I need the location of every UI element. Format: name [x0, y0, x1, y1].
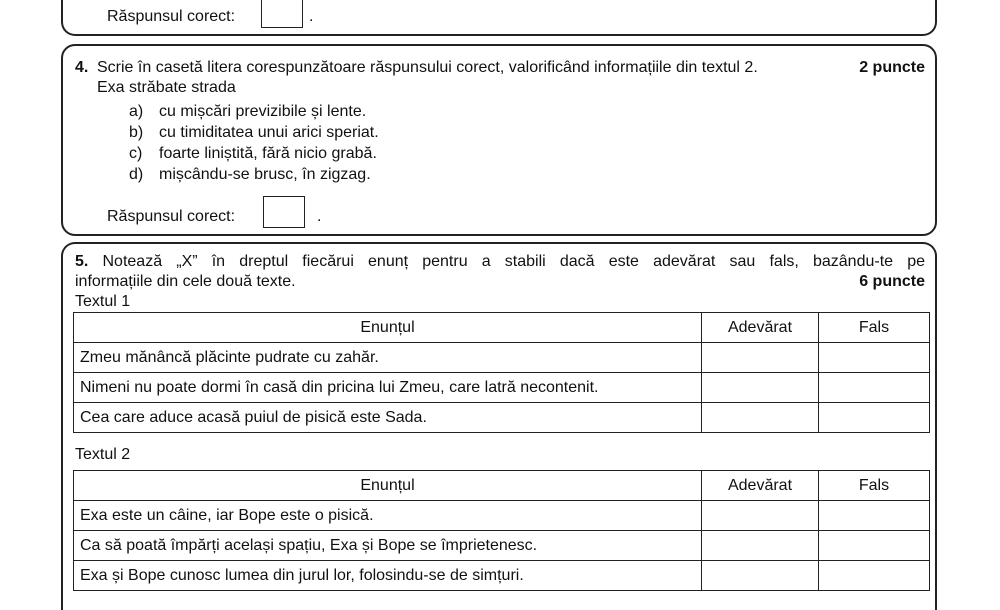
- question-5-box: [61, 242, 937, 610]
- statement-cell: Zmeu mănâncă plăcinte pudrate cu zahăr.: [74, 343, 702, 373]
- q4-option-c-text: foarte liniștită, fără nicio grabă.: [159, 145, 377, 162]
- false-cell[interactable]: [819, 531, 930, 561]
- q4-option-b-text: cu timiditatea unui arici speriat.: [159, 124, 379, 141]
- q5-prompt-line1-wrap: [75, 252, 925, 272]
- header-statement: Enunțul: [74, 471, 702, 501]
- text1-header-row: [74, 313, 930, 343]
- q4-answer-label: Răspunsul corect:: [107, 208, 236, 225]
- text2-label: Textul 2: [75, 446, 131, 463]
- statement-cell: Ca să poată împărți același spațiu, Exa și Bope se împrietenesc.: [74, 531, 702, 561]
- table-row: [74, 531, 930, 561]
- table-row: [74, 501, 930, 531]
- q3-answer-label: Răspunsul corect:: [107, 8, 236, 25]
- q4-answer-period: .: [317, 208, 322, 225]
- text1-label: Textul 1: [75, 293, 131, 310]
- q4-option-d-letter: d): [129, 166, 144, 183]
- q5-prompt-line1: Notează „X” în dreptul fiecărui enunț pentru a stabili dacă este adevărat sau fals, bazându-te pe: [102, 253, 925, 270]
- true-cell[interactable]: [702, 403, 819, 433]
- table-row: [74, 373, 930, 403]
- false-cell[interactable]: [819, 403, 930, 433]
- q5-prompt-line2: informațiile din cele două texte.: [75, 273, 296, 290]
- q5-points: 6 puncte: [859, 273, 925, 290]
- true-cell[interactable]: [702, 561, 819, 591]
- q4-prompt: Scrie în casetă litera corespunzătoare răspunsului corect, valorificând informațiile din textul 2.: [97, 59, 758, 76]
- q3-answer-box[interactable]: [261, 0, 303, 28]
- true-cell[interactable]: [702, 343, 819, 373]
- q4-number: 4.: [75, 59, 89, 76]
- true-cell[interactable]: [702, 373, 819, 403]
- q4-answer-box[interactable]: [263, 196, 305, 228]
- q3-answer-period: .: [309, 8, 314, 25]
- q4-option-b-letter: b): [129, 124, 144, 141]
- q4-option-d-text: mișcându-se brusc, în zigzag.: [159, 166, 371, 183]
- q4-points: 2 puncte: [859, 59, 925, 76]
- text2-header-row: [74, 471, 930, 501]
- header-statement: Enunțul: [74, 313, 702, 343]
- false-cell[interactable]: [819, 501, 930, 531]
- q4-option-a-letter: a): [129, 103, 144, 120]
- q4-option-a-text: cu mișcări previzibile și lente.: [159, 103, 367, 120]
- header-true: Adevărat: [702, 471, 819, 501]
- table-row: [74, 561, 930, 591]
- true-cell[interactable]: [702, 501, 819, 531]
- statement-cell: Nimeni nu poate dormi în casă din pricina lui Zmeu, care latră necontenit.: [74, 373, 702, 403]
- table-row: [74, 403, 930, 433]
- false-cell[interactable]: [819, 561, 930, 591]
- table-row: [74, 343, 930, 373]
- text2-table: [73, 470, 930, 591]
- question-4-box: [61, 44, 937, 236]
- q5-number: 5.: [75, 253, 89, 270]
- header-false: Fals: [819, 471, 930, 501]
- q4-option-c-letter: c): [129, 145, 143, 162]
- statement-cell: Exa este un câine, iar Bope este o pisică.: [74, 501, 702, 531]
- true-cell[interactable]: [702, 531, 819, 561]
- statement-cell: Exa și Bope cunosc lumea din jurul lor, folosindu-se de simțuri.: [74, 561, 702, 591]
- false-cell[interactable]: [819, 343, 930, 373]
- question-3-box: [61, 0, 937, 36]
- text1-table: [73, 312, 930, 433]
- header-true: Adevărat: [702, 313, 819, 343]
- q4-stem: Exa străbate strada: [97, 79, 236, 96]
- false-cell[interactable]: [819, 373, 930, 403]
- statement-cell: Cea care aduce acasă puiul de pisică este Sada.: [74, 403, 702, 433]
- header-false: Fals: [819, 313, 930, 343]
